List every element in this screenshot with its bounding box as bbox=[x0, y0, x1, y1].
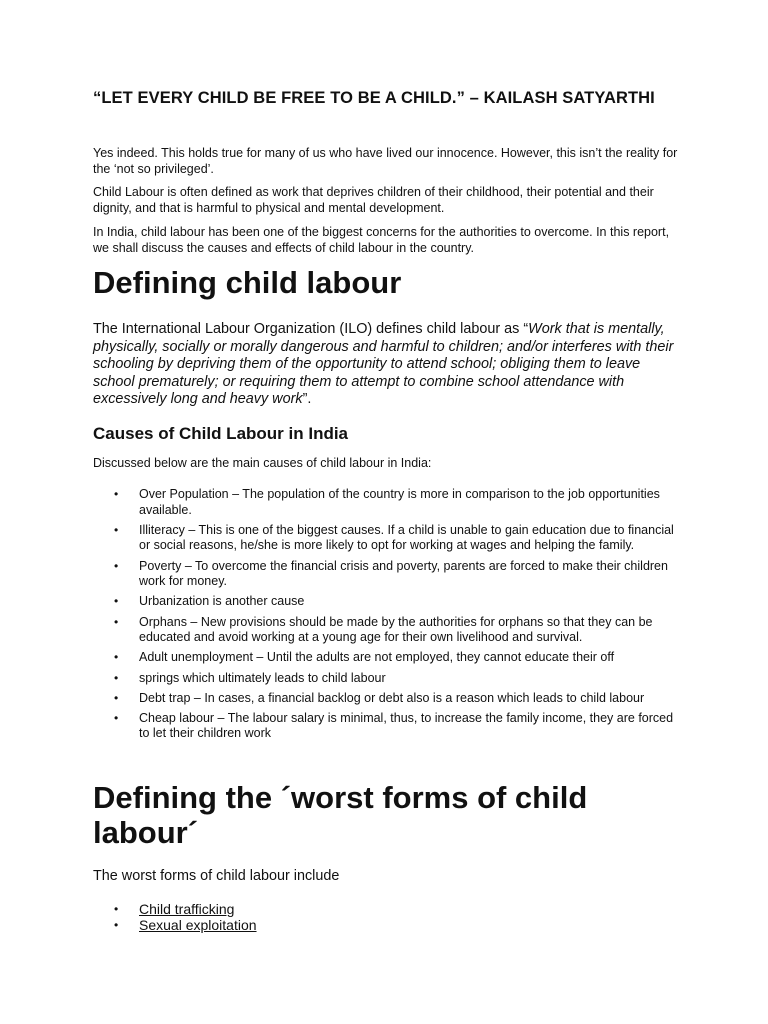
sexual-exploitation-link[interactable]: Sexual exploitation bbox=[139, 917, 257, 933]
list-item: • Orphans – New provisions should be made by the authorities for orphans so that they can be educated and avoid working at a young age for their own livelihood and survival. bbox=[93, 615, 683, 646]
list-item: • Cheap labour – The labour salary is minimal, thus, to increase the family income, they are forced to let their children work bbox=[93, 711, 683, 742]
quote-heading: “LET EVERY CHILD BE FREE TO BE A CHILD.” – KAILASH SATYARTHI bbox=[93, 89, 655, 107]
subheading-causes: Causes of Child Labour in India bbox=[93, 424, 349, 443]
ilo-definition-text: Work that is mentally, physically, socially or morally dangerous and harmful to children; and/or interferes with their schooling by depriving them of the opportunity to attend school; obliging them to leave school prematurely; or requiring them to attempt to combine school attendance with excessively long and heavy work bbox=[93, 321, 674, 407]
intro-paragraph: In India, child labour has been one of the biggest concerns for the authorities to overcome. In this report, we shall discuss the causes and effects of child labour in the country. bbox=[93, 225, 670, 255]
causes-list bbox=[93, 487, 683, 747]
ilo-definition-paragraph bbox=[93, 321, 683, 409]
list-item bbox=[93, 917, 257, 933]
ilo-lead-text: The International Labour Organization (ILO) defines child labour as “ bbox=[93, 321, 529, 337]
list-item: • Illiteracy – This is one of the biggest causes. If a child is unable to gain education due to financial or social reasons, he/she is more likely to opt for working at wages and helping the family. bbox=[93, 523, 683, 554]
list-item: • Adult unemployment – Until the adults are not employed, they cannot educate their off bbox=[93, 650, 683, 666]
list-item bbox=[93, 901, 257, 917]
ilo-tail-text: ”. bbox=[302, 391, 312, 407]
list-item: • Poverty – To overcome the financial crisis and poverty, parents are forced to make their children work for money. bbox=[93, 559, 683, 590]
list-item: • springs which ultimately leads to child labour bbox=[93, 671, 683, 687]
causes-intro-text: Discussed below are the main causes of child labour in India: bbox=[93, 456, 432, 470]
worst-forms-list bbox=[93, 901, 257, 933]
intro-paragraph: Yes indeed. This holds true for many of us who have lived our innocence. However, this isn’t the reality for the ‘not so privileged’. bbox=[93, 146, 678, 176]
worst-forms-intro-text: The worst forms of child labour include bbox=[93, 868, 340, 884]
section-heading-worst-forms: Defining the ´worst forms of child labour´ bbox=[93, 780, 588, 850]
list-item: • Urbanization is another cause bbox=[93, 594, 683, 610]
intro-paragraph: Child Labour is often defined as work that deprives children of their childhood, their potential and their dignity, and that is harmful to physical and mental development. bbox=[93, 185, 654, 215]
list-item: • Over Population – The population of the country is more in comparison to the job opportunities available. bbox=[93, 487, 683, 518]
child-trafficking-link[interactable]: Child trafficking bbox=[139, 901, 235, 917]
section-heading-defining: Defining child labour bbox=[93, 265, 402, 300]
list-item: • Debt trap – In cases, a financial backlog or debt also is a reason which leads to child labour bbox=[93, 691, 683, 707]
